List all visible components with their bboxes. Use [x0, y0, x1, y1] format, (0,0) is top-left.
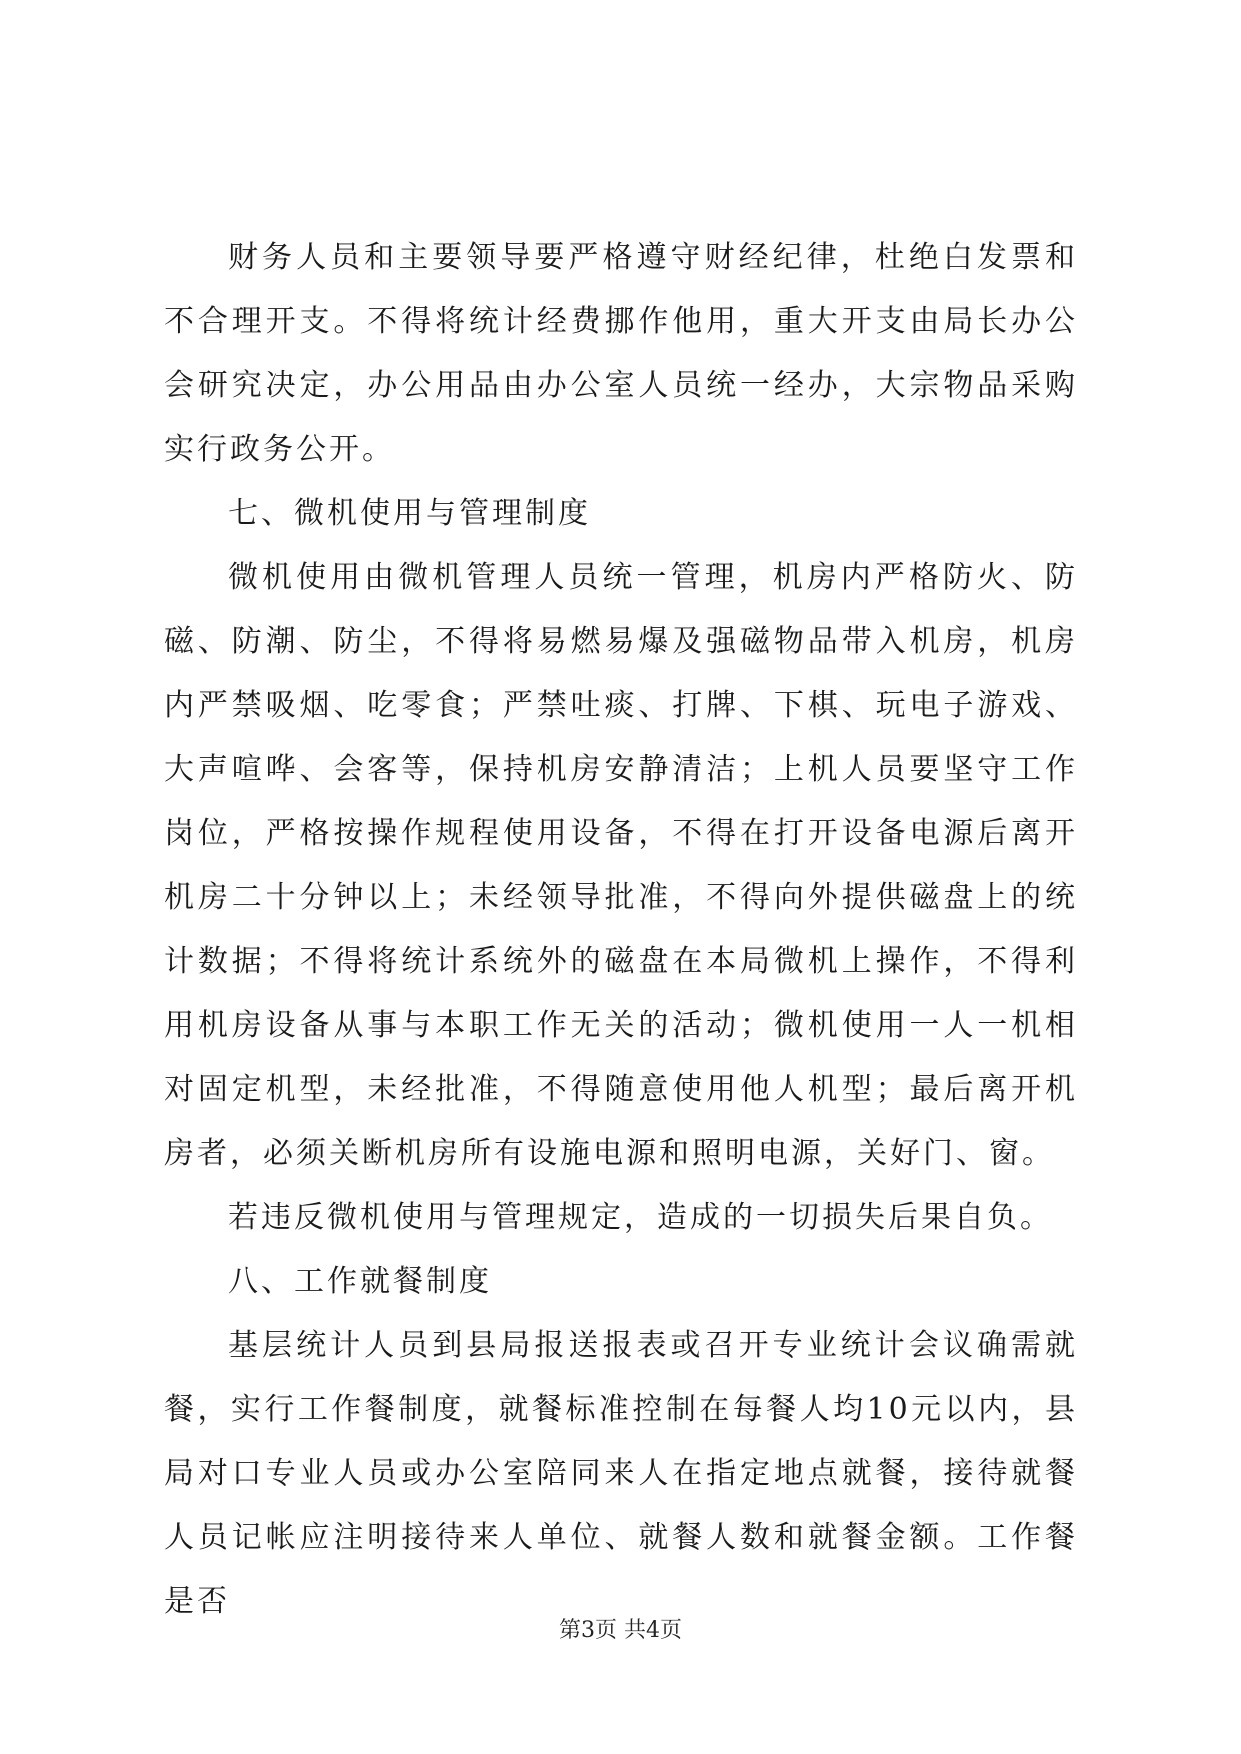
- page-number-footer: 第3页 共4页: [559, 1618, 682, 1643]
- document-body: [164, 226, 1078, 1634]
- paragraph-finance-discipline: 财务人员和主要领导要严格遵守财经纪律，杜绝白发票和不合理开支。不得将统计经费挪作他用，重大开支由局长办公会研究决定，办公用品由办公室人员统一经办，大宗物品采购实行政务公开。: [164, 240, 1078, 467]
- section-heading-computer-use: 七、微机使用与管理制度: [228, 496, 591, 531]
- section-heading-work-meal: 八、工作就餐制度: [228, 1264, 492, 1299]
- paragraph-work-meal-rules: 基层统计人员到县局报送报表或召开专业统计会议确需就餐，实行工作餐制度，就餐标准控制在每餐人均10元以内，县局对口专业人员或办公室陪同来人在指定地点就餐，接待就餐人员记帐应注明接待来人单位、就餐人数和就餐金额。工作餐是否: [164, 1328, 1078, 1619]
- paragraph-computer-rules: 微机使用由微机管理人员统一管理，机房内严格防火、防磁、防潮、防尘，不得将易燃易爆及强磁物品带入机房，机房内严禁吸烟、吃零食；严禁吐痰、打牌、下棋、玩电子游戏、大声喧哗、会客等，保持机房安静清洁；上机人员要坚守工作岗位，严格按操作规程使用设备，不得在打开设备电源后离开机房二十分钟以上；未经领导批准，不得向外提供磁盘上的统计数据；不得将统计系统外的磁盘在本局微机上操作，不得利用机房设备从事与本职工作无关的活动；微机使用一人一机相对固定机型，未经批准，不得随意使用他人机型；最后离开机房者，必须关断机房所有设施电源和照明电源，关好门、窗。: [164, 560, 1078, 1171]
- paragraph-violation-consequence: 若违反微机使用与管理规定，造成的一切损失后果自负。: [228, 1200, 1053, 1235]
